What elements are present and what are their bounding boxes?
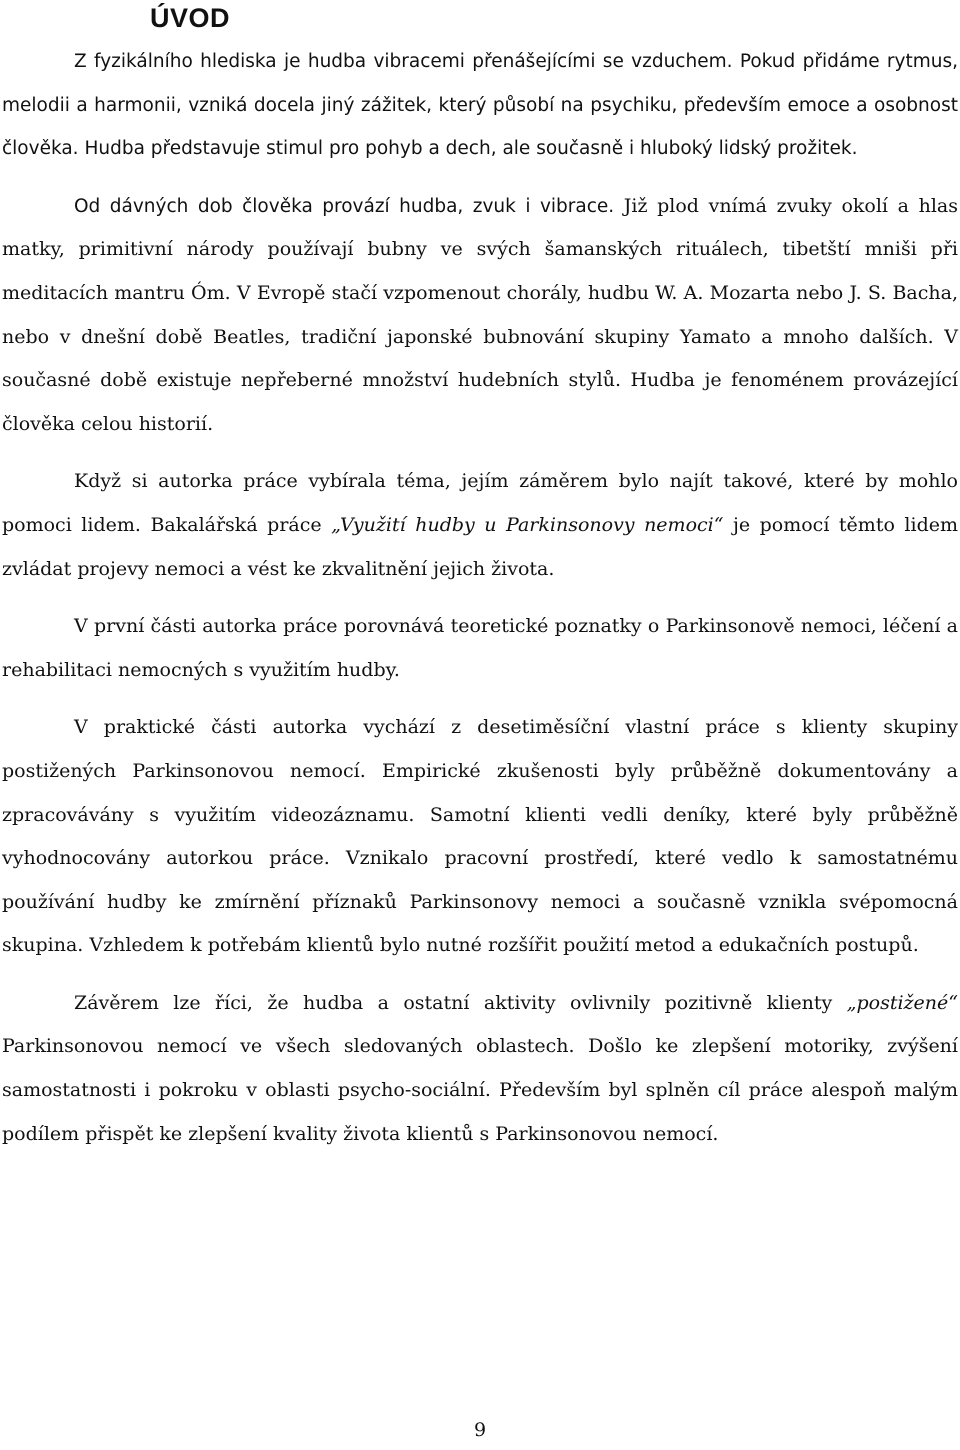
thesis-title: „Využití hudby u Parkinsonovy nemoci“	[331, 513, 724, 536]
paragraph-history-intro: Od dávných dob člověka provází hudba, zvuk i vibrace.	[74, 195, 615, 217]
paragraph-conclusion-rest: Parkinsonovou nemocí ve všech sledovaných oblastech. Došlo ke zlepšení motoriky, zvýšení samostatnosti i pokroku v oblasti psycho-sociální. Především byl splněn cíl práce alespoň malým podílem přispět ke zlepšení kvality života klientů s Parkinsonovou nemocí.	[2, 1035, 958, 1145]
paragraph-history	[2, 185, 958, 447]
page-number: 9	[473, 1419, 487, 1441]
paragraph-topic-rest: je pomocí těmto lidem zvládat projevy nemoci a vést ke zkvalitnění jejich života.	[2, 513, 958, 580]
paragraph-conclusion	[2, 982, 958, 1156]
section-heading: ÚVOD	[150, 3, 231, 33]
paragraph-conclusion-intro: Závěrem lze říci, že hudba a ostatní aktivity ovlivnily pozitivně klienty	[74, 991, 847, 1014]
paragraph-topic	[2, 460, 958, 591]
paragraph-physics: Z fyzikálního hlediska je hudba vibracemi přenášejícími se vzduchem. Pokud přidáme rytmus, melodii a harmonii, vzniká docela jiný zážitek, který působí na psychiku, především emoce a osobnost člověka. Hudba představuje stimul pro pohyb a dech, ale současně i hluboký lidský prožitek.	[2, 51, 958, 160]
paragraph-history-examples: Již plod vnímá zvuky okolí a hlas matky, primitivní národy používají bubny ve svých šamanských rituálech, tibetští mniši při meditacích mantru Óm. V Evropě stačí vzpomenout chorály, hudbu W. A. Mozarta nebo J. S. Bacha, nebo v dnešní době Beatles, tradiční japonské bubnování skupiny Yamato a mnoho dalších. V současné době existuje nepřeberné množství hudebních stylů. Hudba je fenoménem provázející člověka celou historií.	[2, 194, 958, 435]
paragraph-practice: V praktické části autorka vychází z desetiměsíční vlastní práce s klienty skupiny postižených Parkinsonovou nemocí. Empirické zkušenosti byly průběžně dokumentovány a zpracovávány s využitím videozáznamu. Samotní klienti vedli deníky, které byly průběžně vyhodnocovány autorkou práce. Vznikalo pracovní prostředí, které vedlo k samostatnému používání hudby ke zmírnění příznaků Parkinsonovy nemoci a současně vznikla svépomocná skupina. Vzhledem k potřebám klientů bylo nutné rozšířit použití metod a edukačních postupů.	[2, 716, 958, 957]
body-text	[2, 40, 958, 1170]
quoted-term: „postižené“	[846, 991, 958, 1014]
paragraph-topic-intro: Když si autorka práce vybírala téma, jejím záměrem bylo najít takové, které by mohlo pomoci lidem. Bakalářská práce	[2, 470, 958, 536]
paragraph-theory: V první části autorka práce porovnává teoretické poznatky o Parkinsonově nemoci, léčení a rehabilitaci nemocných s využitím hudby.	[2, 615, 958, 681]
